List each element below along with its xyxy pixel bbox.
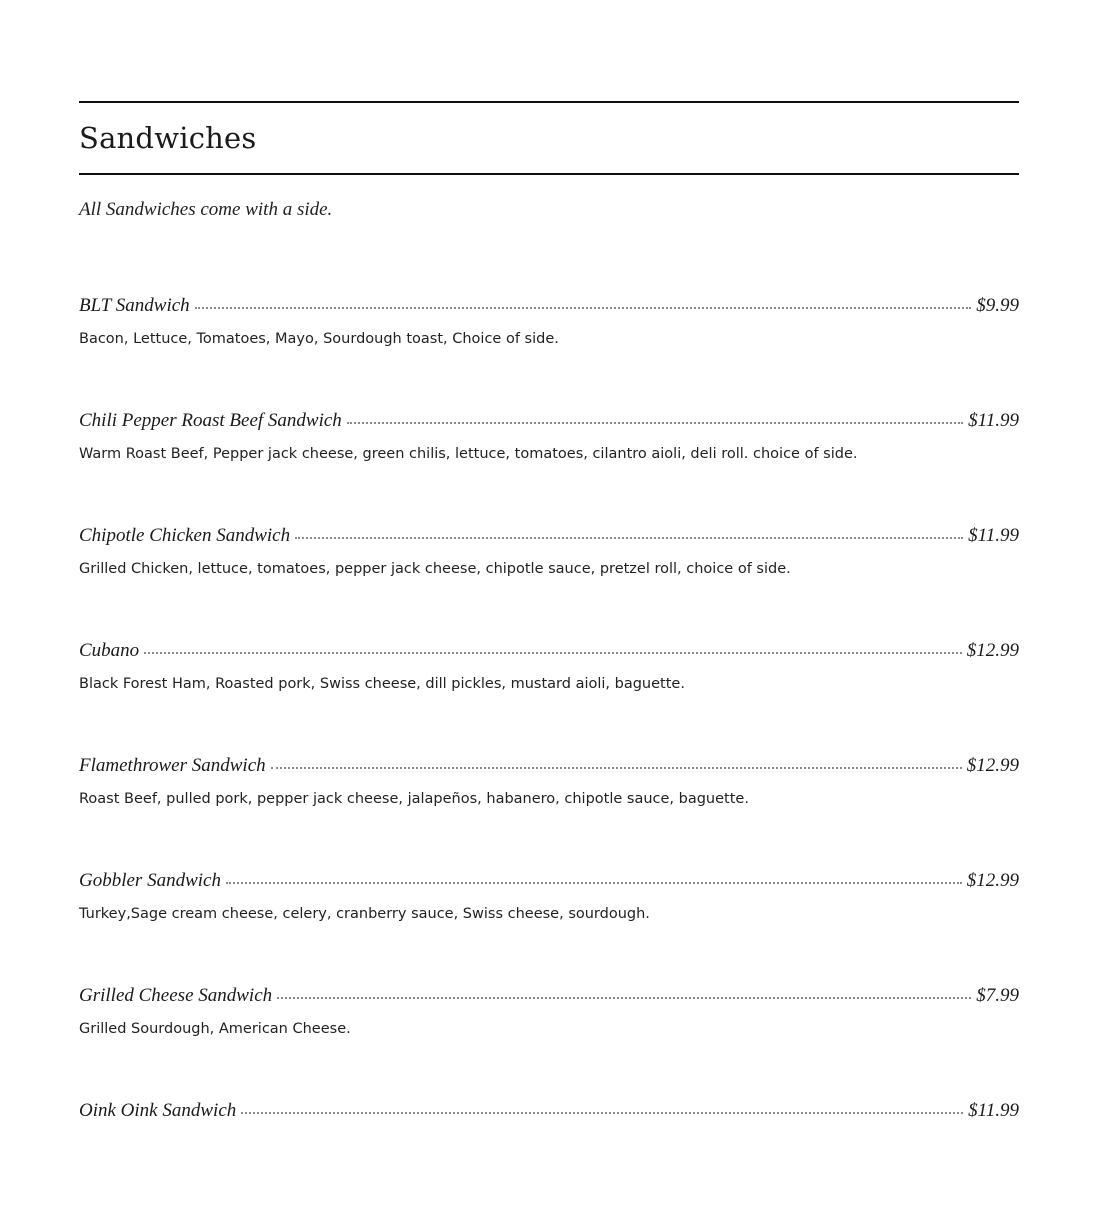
dot-leader bbox=[226, 882, 962, 884]
item-price: $11.99 bbox=[968, 525, 1019, 546]
dot-leader bbox=[241, 1112, 963, 1114]
menu-item bbox=[79, 640, 1019, 755]
dot-leader bbox=[277, 997, 971, 999]
bottom-rule bbox=[79, 173, 1019, 175]
menu-item bbox=[79, 1100, 1019, 1215]
item-price: $11.99 bbox=[968, 1100, 1019, 1121]
menu-section bbox=[79, 101, 1019, 1121]
menu-item bbox=[79, 410, 1019, 525]
item-description: Grilled Chicken, lettuce, tomatoes, pepper jack cheese, chipotle sauce, pretzel roll, choice of side. bbox=[79, 561, 791, 577]
item-name: Cubano bbox=[79, 640, 140, 661]
menu-item-row bbox=[79, 1100, 1019, 1124]
menu-item bbox=[79, 985, 1019, 1100]
menu-item-row bbox=[79, 985, 1019, 1009]
item-price: $11.99 bbox=[968, 410, 1019, 431]
menu-items bbox=[79, 295, 1019, 1215]
menu-item-row bbox=[79, 640, 1019, 664]
item-name: Chipotle Chicken Sandwich bbox=[79, 525, 291, 546]
dot-leader bbox=[144, 652, 962, 654]
item-price: $12.99 bbox=[966, 870, 1019, 891]
menu-item bbox=[79, 870, 1019, 985]
item-price: $7.99 bbox=[976, 985, 1019, 1006]
item-description: Black Forest Ham, Roasted pork, Swiss cheese, dill pickles, mustard aioli, baguette. bbox=[79, 676, 685, 692]
section-note: All Sandwiches come with a side. bbox=[79, 199, 333, 220]
item-name: Gobbler Sandwich bbox=[79, 870, 221, 891]
dot-leader bbox=[295, 537, 963, 539]
menu-item-row bbox=[79, 525, 1019, 549]
section-title: Sandwiches bbox=[79, 121, 257, 155]
menu-item-row bbox=[79, 755, 1019, 779]
item-name: Flamethrower Sandwich bbox=[79, 755, 266, 776]
dot-leader bbox=[195, 307, 972, 309]
menu-item-row bbox=[79, 410, 1019, 434]
item-price: $9.99 bbox=[976, 295, 1019, 316]
menu-item bbox=[79, 525, 1019, 640]
item-name: Chili Pepper Roast Beef Sandwich bbox=[79, 410, 342, 431]
item-description: Turkey,Sage cream cheese, celery, cranberry sauce, Swiss cheese, sourdough. bbox=[79, 906, 650, 922]
item-description: Bacon, Lettuce, Tomatoes, Mayo, Sourdough toast, Choice of side. bbox=[79, 331, 559, 347]
menu-item-row bbox=[79, 295, 1019, 319]
dot-leader bbox=[347, 422, 963, 424]
menu-item-row bbox=[79, 870, 1019, 894]
dot-leader bbox=[271, 767, 962, 769]
item-price: $12.99 bbox=[966, 640, 1019, 661]
item-description: Grilled Sourdough, American Cheese. bbox=[79, 1021, 351, 1037]
item-price: $12.99 bbox=[966, 755, 1019, 776]
item-name: BLT Sandwich bbox=[79, 295, 190, 316]
item-name: Oink Oink Sandwich bbox=[79, 1100, 237, 1121]
menu-item bbox=[79, 755, 1019, 870]
item-description: Warm Roast Beef, Pepper jack cheese, green chilis, lettuce, tomatoes, cilantro aioli, deli roll. choice of side. bbox=[79, 446, 858, 462]
item-name: Grilled Cheese Sandwich bbox=[79, 985, 273, 1006]
menu-item bbox=[79, 295, 1019, 410]
item-description: Roast Beef, pulled pork, pepper jack cheese, jalapeños, habanero, chipotle sauce, baguette. bbox=[79, 791, 749, 807]
